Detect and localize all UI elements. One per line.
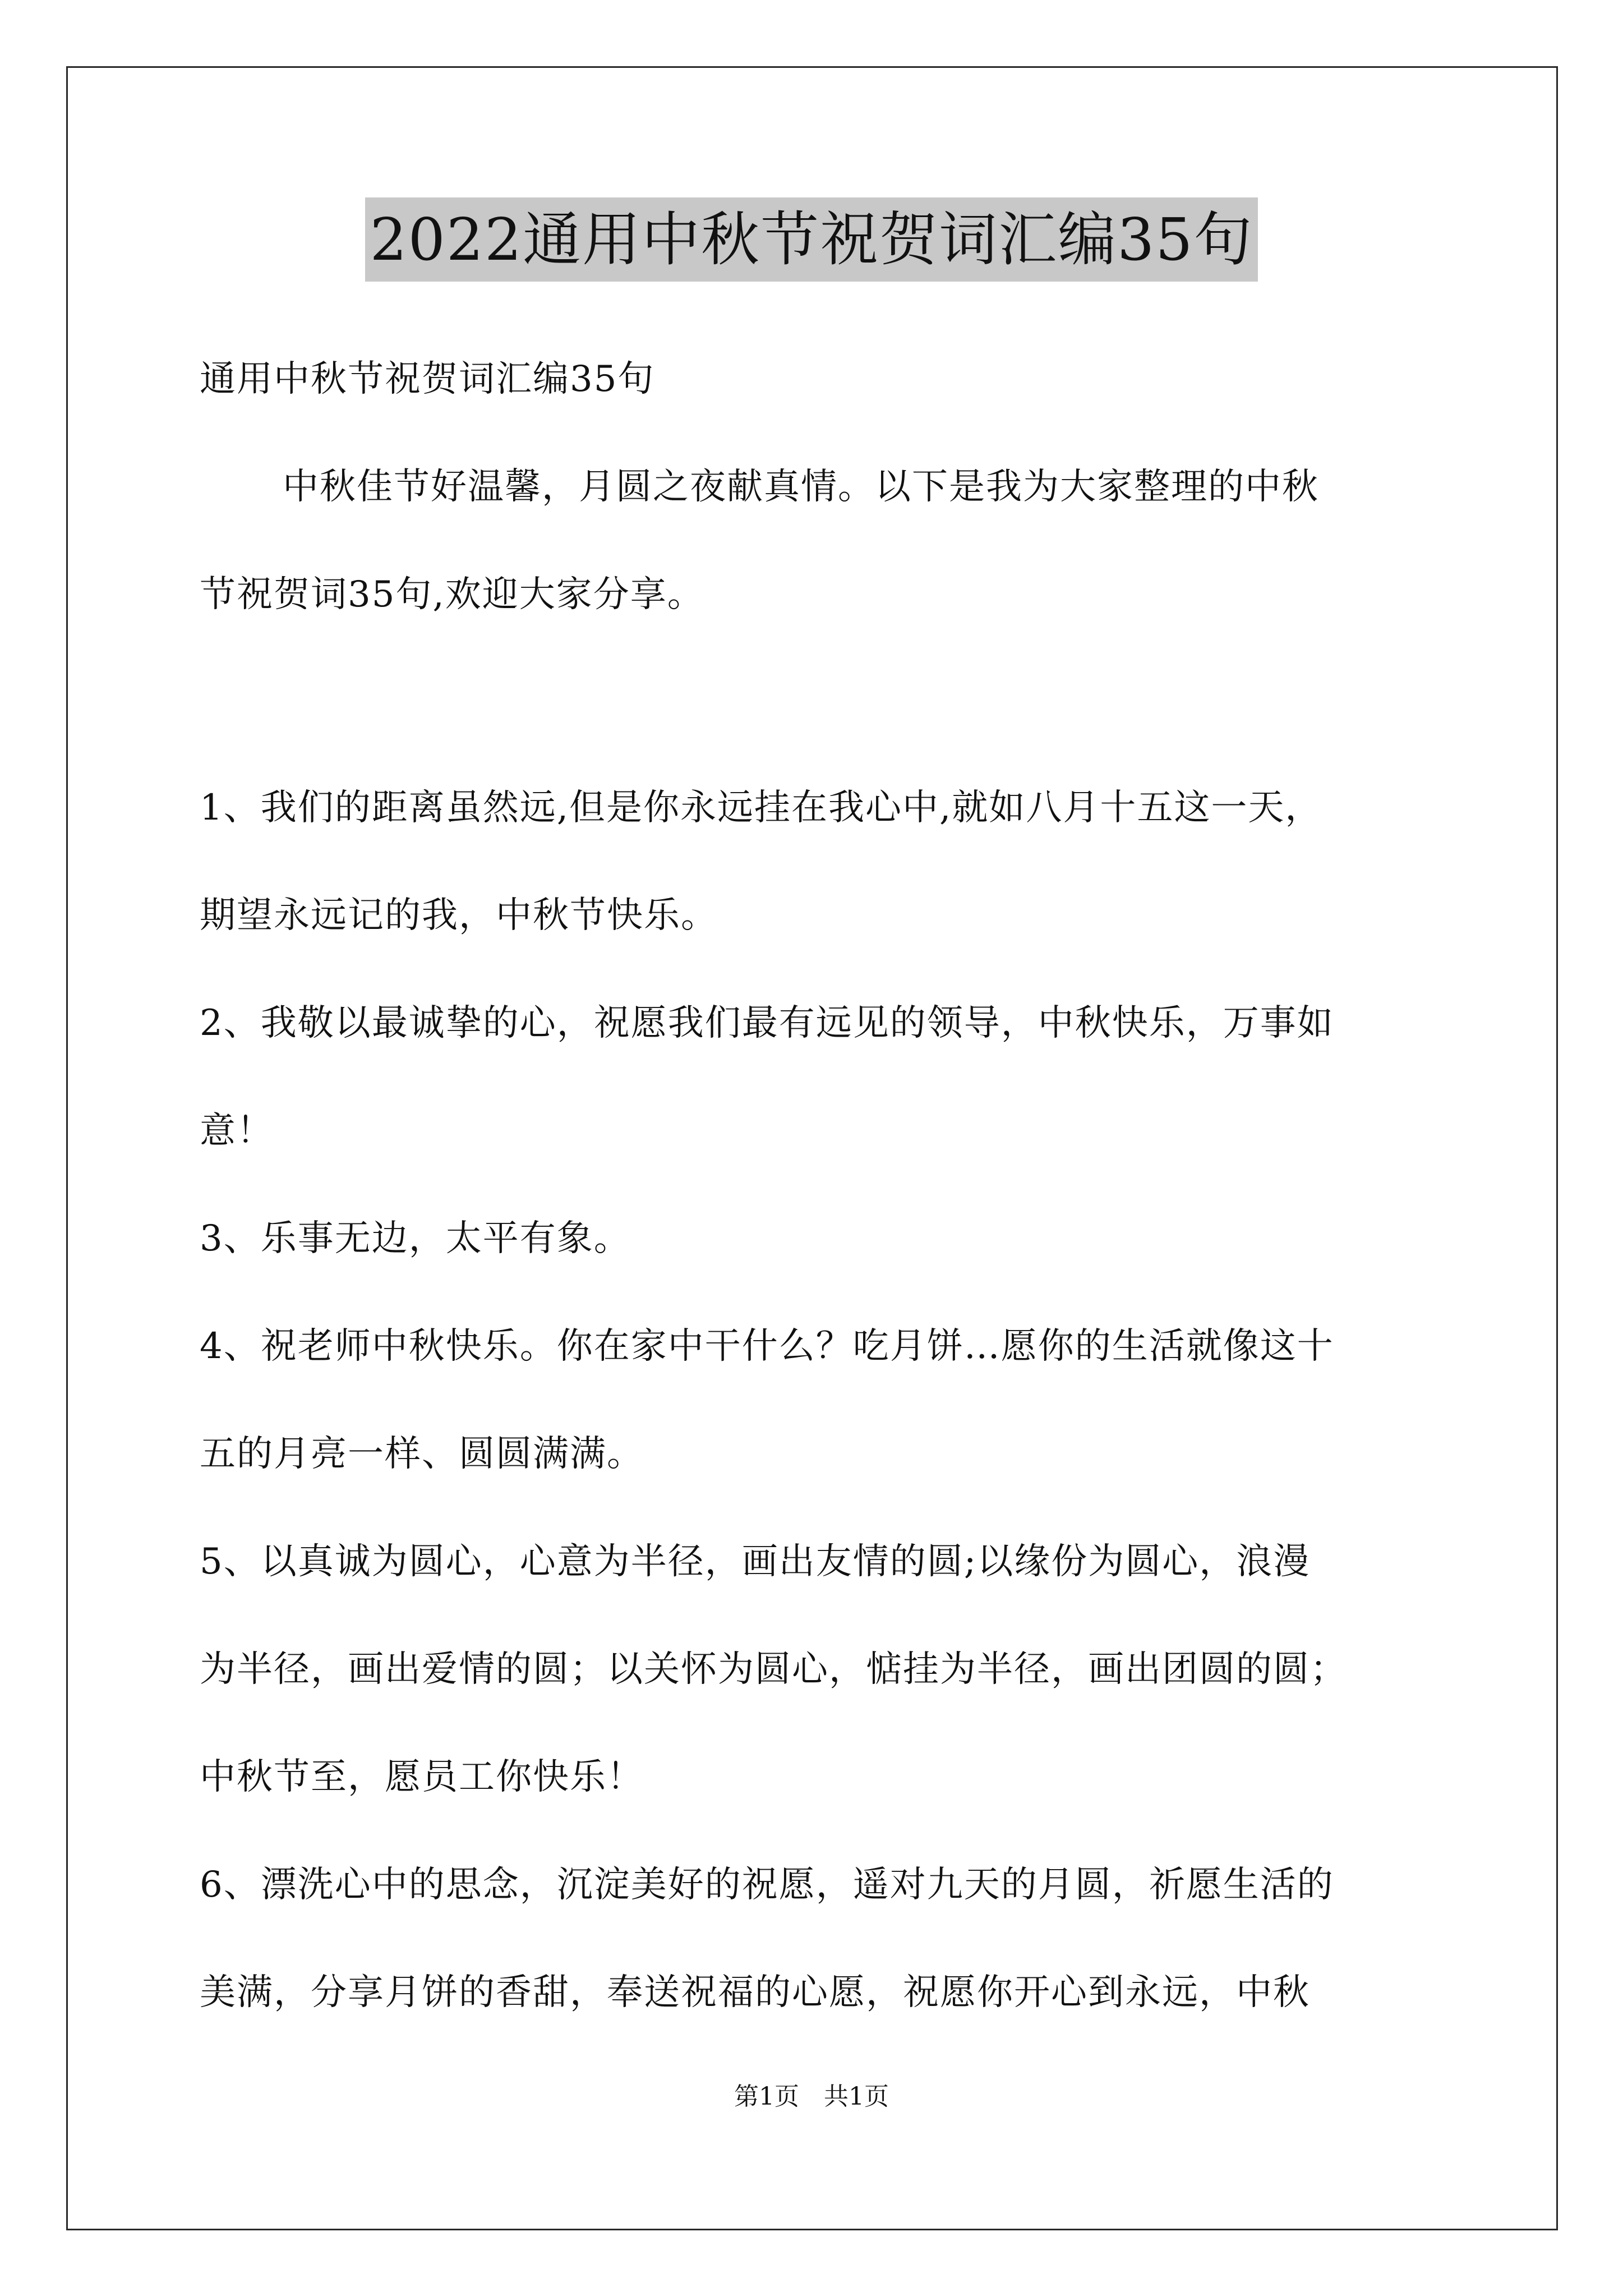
body-line: 期望永远记的我，中秋节快乐。 — [200, 895, 718, 936]
title-container — [0, 197, 1623, 282]
intro-line-2: 节祝贺词35句,欢迎大家分享。 — [200, 574, 704, 615]
body-line: 中秋节至，愿员工你快乐！ — [200, 1756, 644, 1798]
body-line: 6、漂洗心中的思念，沉淀美好的祝愿，遥对九天的月圆，祈愿生活的 — [200, 1864, 1334, 1906]
body-line: 5、以真诚为圆心，心意为半径，画出友情的圆;以缘份为圆心，浪漫 — [200, 1541, 1311, 1582]
body-line: 2、我敬以最诚挚的心，祝愿我们最有远见的领导，中秋快乐，万事如 — [200, 1002, 1334, 1044]
body-line: 美满，分享月饼的香甜，奉送祝福的心愿，祝愿你开心到永远，中秋 — [200, 1972, 1310, 2013]
body-line: 3、乐事无边，太平有象。 — [200, 1218, 631, 1259]
document-title: 2022通用中秋节祝贺词汇编35句 — [365, 197, 1257, 282]
body-line: 意！ — [200, 1110, 274, 1152]
body-line: 4、祝老师中秋快乐。你在家中干什么？吃月饼…愿你的生活就像这十 — [200, 1326, 1334, 1367]
body-line: 五的月亮一样、圆圆满满。 — [200, 1433, 644, 1475]
page-footer: 第1页 共1页 — [734, 2082, 889, 2111]
intro-line-1: 中秋佳节好温馨，月圆之夜献真情。以下是我为大家整理的中秋 — [283, 466, 1319, 508]
subtitle: 通用中秋节祝贺词汇编35句 — [200, 358, 655, 400]
body-line: 1、我们的距离虽然远,但是你永远挂在我心中,就如八月十五这一天， — [200, 787, 1322, 829]
body-line: 为半径，画出爱情的圆；以关怀为圆心，惦挂为半径，画出团圆的圆； — [200, 1649, 1347, 1690]
